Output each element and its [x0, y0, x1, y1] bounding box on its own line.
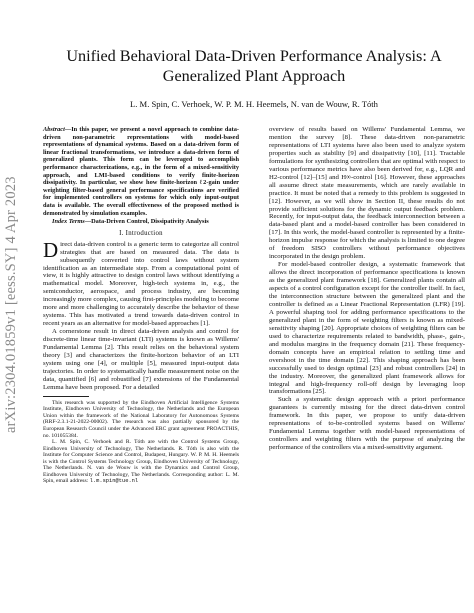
footnote-affiliations — [43, 439, 239, 485]
intro-paragraph-2: A cornerstone result in direct data-driven analysis and control for discrete-time linear time-invariant (LTI) systems is known as Willems' Fundamental Lemma [2]. This result relies on the behavioral system theory [3] and characterizes the finite-horizon behavior of an LTI system using one [4], or multiple [5], measured input-output data trajectories. In order to systematically handle measurement noise on the data, quantified [6] and robustified [7] extensions of the Fundamental Lemma have been proposed. For a detailed — [43, 328, 239, 391]
footnotes — [43, 400, 239, 485]
abstract-text: —In this paper, we present a novel approach to combine data-driven non-parametric representations with model-based representations of dynamical systems. Based on a data-driven form of linear fractional transformations, we introduce a data-driven form of generalized plants. This form can be leveraged to accomplish performance characterizations, e.g., in the form of a mixed-sensitivity approach, and LMI-based conditions to verify finite-horizon dissipativity. In particular, we show how finite-horizon ℓ2-gain under weighting filter-based general performance specifications are verified for implemented controllers on systems for which only input-output data is available. The overall effectiveness of the proposed method is demonstrated by simulation examples. — [43, 126, 239, 217]
index-terms-label: Index Terms — [52, 218, 85, 226]
index-terms-text: —Data-Driven Control, Dissipativity Analysis — [84, 218, 209, 226]
right-paragraph-1: overview of results based on Willems' Fundamental Lemma, we mention the survey [8]. These data-driven non-parametric representations of LTI systems have also been used to analyze system properties such as stability [9] and dissipativity [10], [11]. Tractable formulations for synthesizing controllers that are optimal with respect to various performance metrics have also been derived for, e.g., LQR and H2-control [12]–[15] and H∞-control [16]. However, these approaches all assume direct state measurements, which are rarely available in practice. It must be noted that a remedy to this problem is suggested in [12]. However, as we will show in Section II, these results do not provide sufficient solutions for the dynamic output feedback problem. Recently, for input-output data, the feedback interconnection between a data-based plant and a model-based controller has been considered in [17]. In this work, the model-based controller is represented by a finite-horizon impulse response for which the analysis is limited to one degree of freedom SISO controllers without performance objectives incorporated in the design problem. — [269, 126, 465, 261]
right-column — [269, 126, 465, 452]
arxiv-identifier: arXiv:2304.01859v1 [eess.SY] 4 Apr 2023 — [3, 176, 19, 434]
abstract-label: Abstract — [43, 126, 65, 133]
intro-paragraph-1 — [43, 237, 239, 328]
intro-paragraph-1-text: irect data-driven control is a generic term to categorize all control strategies that are based on measured data. The data is subsequently converted into control laws without system identification as an intermediate step. From a computational point of view, it is highly attractive to design control laws without identifying a mathematical model. Moreover, high-tech systems in, e.g., the semiconductor, aerospace, and process industry, are becoming increasingly more complex, causing first-principles modeling to become more and more challenging to accurately describe the behavior of these systems. This has motivated a trend towards data-driven control in recent years as an alternative for model-based approaches [1]. — [43, 240, 239, 328]
corresponding-email[interactable]: l.m.spin@tue.nl — [89, 478, 139, 485]
right-paragraph-3: Such a systematic design approach with a priori performance guarantees is currently missing for the direct data-driven control framework. In this paper, we propose to unify data-driven representations of to-be-controlled systems based on Willems' Fundamental Lemma together with model-based representations of controllers and weighting filters with the purpose of analyzing the performance of the controllers via a mixed-sensitivity argument. — [269, 396, 465, 452]
footnote-affiliations-text: L. M. Spin, C. Verhoek and R. Tóth are with the Control Systems Group, Eindhoven University of Technology, The Netherlands. R. Tóth is also with the Institute for Computer Science and Control, Budapest, Hungary. W. P. M. H. Heemels is with the Control Systems Technology Group, Eindhoven University of Technology, The Netherlands. N. van de Wouw is with the Dynamics and Control Group, Eindhoven University of Technology, The Netherlands. Corresponding author: L. M. Spin, email address: — [43, 439, 239, 485]
section-heading-introduction: I. Introduction — [119, 229, 163, 237]
right-paragraph-2: For model-based controller design, a systematic framework that allows the direct incorporation of performance specifications is known as the generalized plant framework [18]. Generalized plants contain all aspects of a control configuration except for the controller itself. In fact, the interconnection structure between the generalized plant and the controller is defined as a Linear Fractional Representation (LFR) [19]. A powerful shaping tool for adding performance specifications to the generalized plant in the form of weighting filters is known as mixed-sensitivity shaping [20]. Appropriate choices of weighting filters can be used to characterize requirements related to bandwidth, phase-, gain-, and modulus margins in the frequency domain [21]. These frequency-domain concepts have an empirical relation to settling time and overshoot in the time domain [22]. This shaping approach has been successfully used to design optimal [23] and robust controllers [24] in the industry. Moreover, the generalized plant framework allows for integral and high-frequency roll-off design by leveraging loop transformations [25]. — [269, 261, 465, 396]
author-list: L. M. Spin, C. Verhoek, W. P. M. H. Heemels, N. van de Wouw, R. Tóth — [130, 99, 378, 109]
footnote-funding: This research was supported by the Eindhoven Artificial Intelligence Systems Institute, Eindhoven University of Technology, the Netherlands and the European Union within the framework of the National Laboratory for Autonomous Systems (RRF-2.3.1-21-2022-00002). The research was also partially sponsored by the European Research Council under the Advanced ERC grant agreement PROACTHIS, no. 101055384. — [43, 399, 239, 439]
abstract — [43, 126, 239, 217]
index-terms — [43, 218, 239, 226]
drop-cap: D — [43, 237, 59, 262]
paper-title: Unified Behavioral Data-Driven Performance Analysis: A Generalized Plant Approach — [66, 47, 442, 85]
footnote-divider — [43, 396, 89, 397]
left-column — [43, 126, 239, 485]
